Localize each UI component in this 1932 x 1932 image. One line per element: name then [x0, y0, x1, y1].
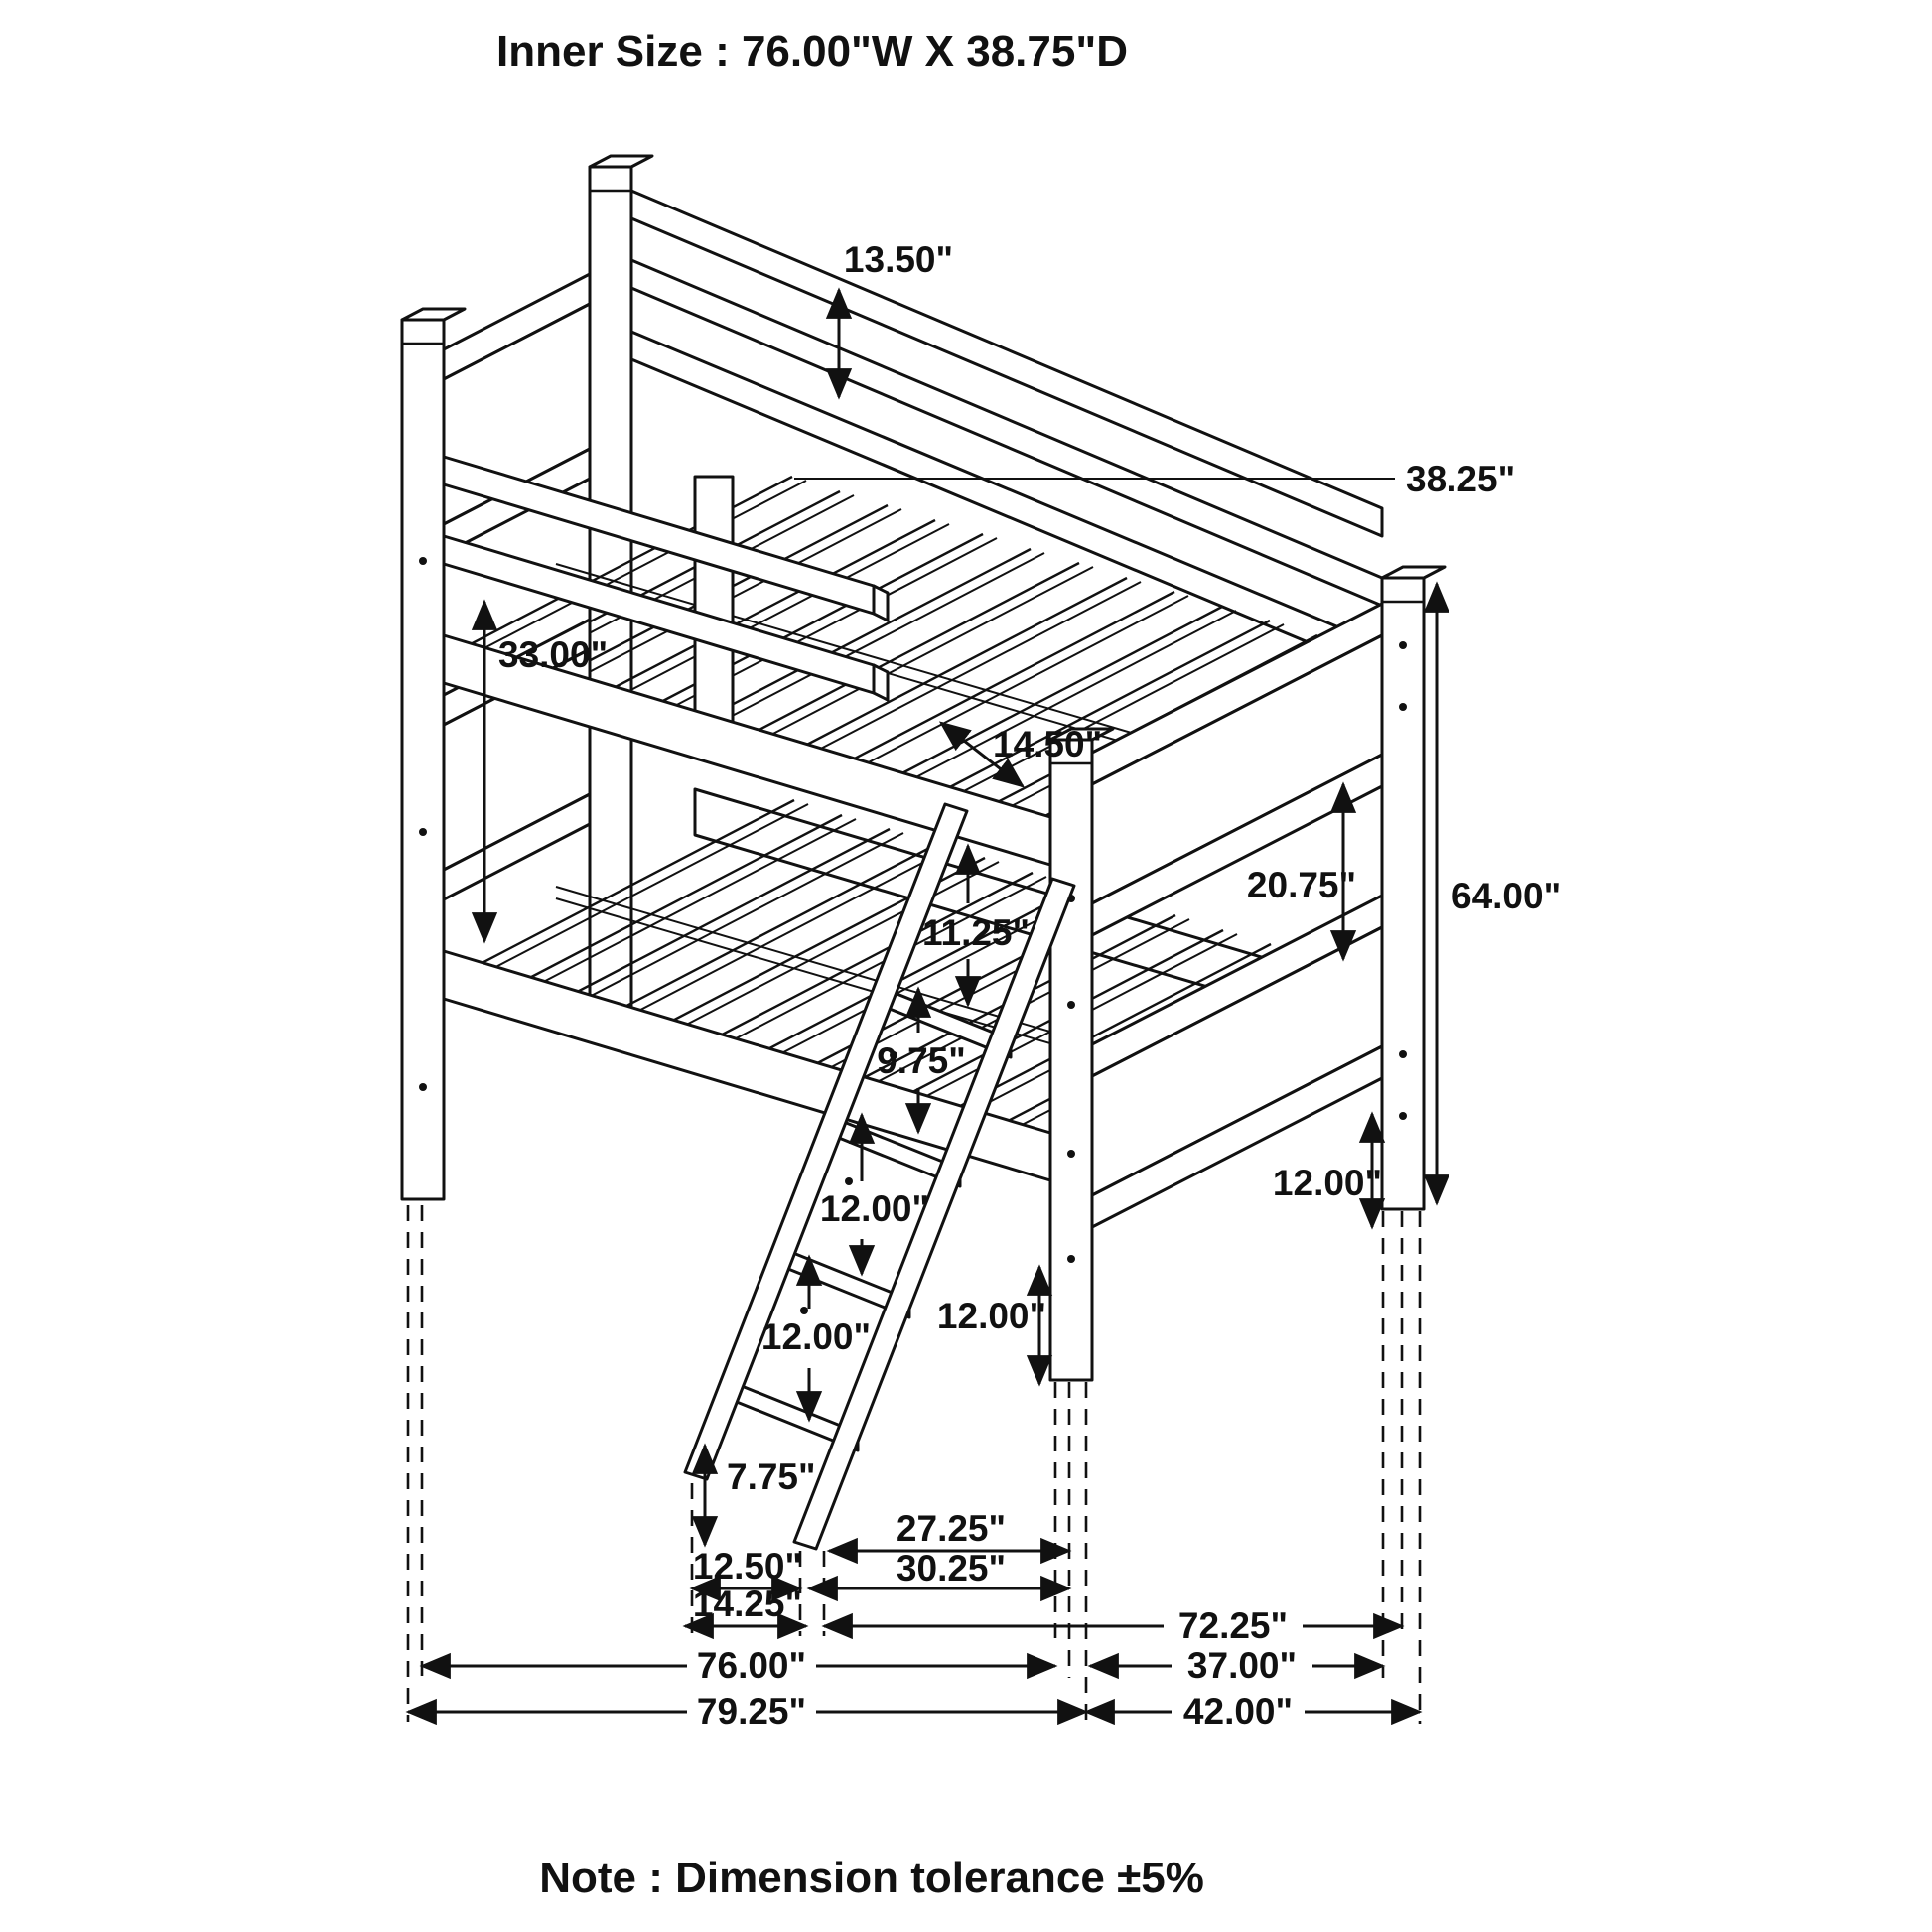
dim-14-25 [685, 1584, 806, 1626]
dim-label-38-25: 38.25" [1406, 459, 1516, 499]
dim-label-9-75: 9.75" [877, 1040, 966, 1081]
dim-label-12-50: 12.50" [692, 1546, 803, 1587]
dim-label-12-00-leg: 12.00" [1272, 1163, 1383, 1203]
dim-72-25 [824, 1605, 1402, 1646]
page-title: Inner Size : 76.00"W X 38.75"D [496, 27, 1128, 75]
dim-30-25 [809, 1548, 1069, 1588]
dim-label-7-75: 7.75" [727, 1456, 816, 1497]
dim-label-13-50: 13.50" [843, 239, 954, 280]
dim-64-00 [1437, 584, 1561, 1203]
upper-back-guard-rail [631, 191, 1382, 669]
dim-label-14-25: 14.25" [692, 1584, 803, 1624]
dim-label-76-00: 76.00" [696, 1645, 807, 1686]
dim-79-25 [408, 1691, 1086, 1731]
dim-27-25 [829, 1508, 1069, 1551]
dim-label-11-25: 11.25" [921, 912, 1031, 953]
dim-label-30-25: 30.25" [896, 1548, 1007, 1588]
dim-label-79-25: 79.25" [696, 1691, 807, 1731]
bunk-bed-structure [402, 156, 1445, 1549]
dim-label-37-00: 37.00" [1186, 1645, 1298, 1686]
tolerance-note: Note : Dimension tolerance ±5% [539, 1854, 1204, 1902]
dim-label-64-00: 64.00" [1451, 876, 1562, 916]
dim-label-20-75: 20.75" [1246, 865, 1357, 905]
dim-label-33-00: 33.00" [498, 634, 609, 675]
dim-label-12-00-post: 12.00" [936, 1296, 1047, 1336]
dim-12-00-post [937, 1267, 1046, 1384]
dim-12-50 [692, 1546, 802, 1588]
dim-label-14-50: 14.50" [993, 724, 1103, 764]
dim-label-42-00: 42.00" [1182, 1691, 1294, 1731]
dim-76-00 [422, 1645, 1055, 1686]
dim-37-00 [1090, 1645, 1383, 1686]
dim-12-00-leg [1273, 1114, 1382, 1227]
dim-label-12-00-ladder-lower: 12.00" [760, 1316, 872, 1357]
dim-42-00 [1086, 1691, 1420, 1731]
dim-label-12-00-ladder-upper: 12.00" [819, 1188, 930, 1229]
dim-label-27-25: 27.25" [896, 1508, 1007, 1549]
dim-label-72-25: 72.25" [1177, 1605, 1289, 1646]
